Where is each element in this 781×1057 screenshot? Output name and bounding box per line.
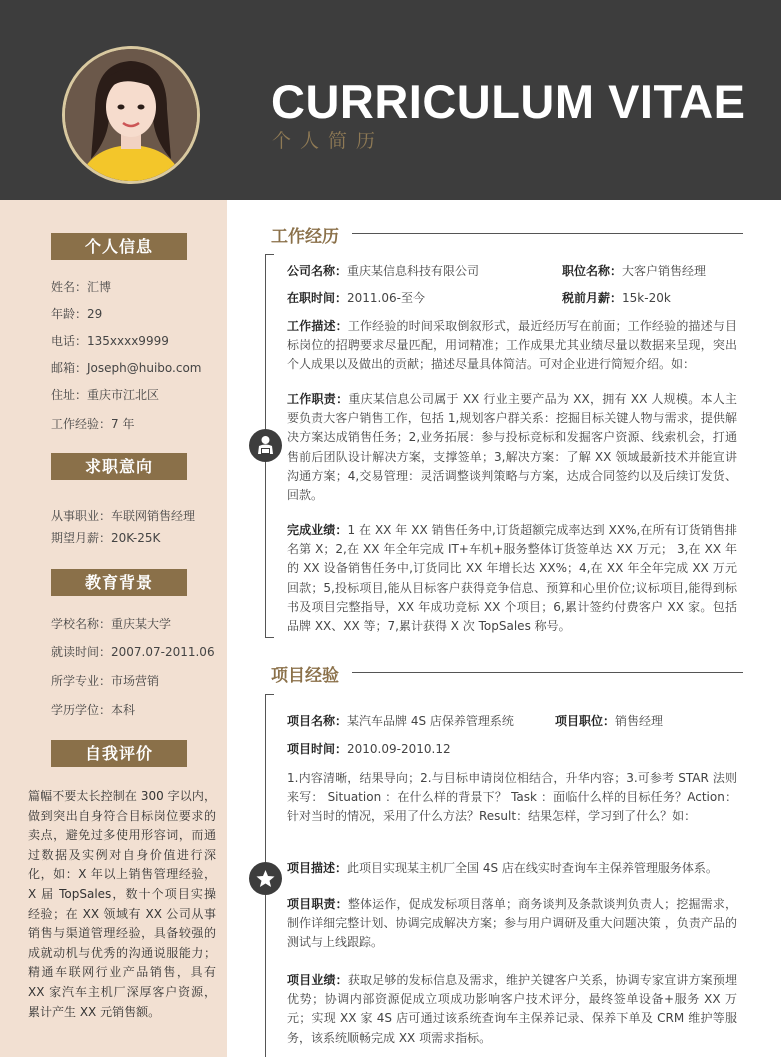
personal-email: 邮箱：Joseph@huibo.com bbox=[51, 361, 202, 375]
project-intro: 1.内容清晰，结果导向；2.与目标申请岗位相结合，升华内容；3.可参考 STAR 法则来写： Situation ：在什么样的背景下？ Task ：面临什么样的目标任务？Action：针对当时的情况，采用了什么方法？Result：结果怎样，学习到了什么？如： bbox=[287, 771, 737, 824]
work-timeline-tick-bottom bbox=[265, 637, 274, 638]
personal-name: 姓名：汇博 bbox=[51, 280, 112, 294]
section-divider-project bbox=[352, 672, 743, 673]
section-heading-self-eval: 自我评价 bbox=[51, 740, 187, 767]
project-time: 项目时间：2010.09-2010.12 bbox=[287, 742, 451, 756]
project-name: 项目名称：某汽车品牌 4S 店保养管理系统 bbox=[287, 714, 514, 728]
personal-phone: 电话：135xxxx9999 bbox=[51, 334, 169, 348]
project-timeline-tick-top bbox=[265, 694, 274, 695]
project-duties: 项目职责：整体运作，促成发标项目落单；商务谈判及条款谈判负责人；挖掘需求，制作详细完整计划、协调完成解决方案；参与用户调研及重大问题决策 ，负责产品的测试与上线跟踪。 bbox=[287, 897, 737, 950]
project-description: 项目描述：此项目实现某主机厂全国 4S 店在线实时查询车主保养管理服务体系。 bbox=[287, 861, 718, 875]
personal-address: 住址：重庆市江北区 bbox=[51, 388, 160, 402]
resume-header bbox=[0, 0, 781, 200]
avatar-illustration bbox=[65, 49, 197, 181]
star-icon bbox=[249, 862, 282, 895]
personal-experience: 工作经验：7 年 bbox=[51, 417, 135, 431]
section-title-work: 工作经历 bbox=[271, 227, 339, 247]
work-performance: 完成业绩：1 在 XX 年 XX 销售任务中,订货超额完成率达到 XX%,在所有订货销售排名第 X；2,在 XX 年全年完成 IT+车机+服务整体订货签单达 XX 万元； 3,在 XX 年的 XX 设备销售任务中,订货同比 XX 年增长达 XX%；4,在 XX 年全年完成 XX 万元回款；5,投标项目,能从目标客户获得竞争信息、预算和心里价位;议标项目,能得到标书及项目完整指导，XX 年成功竞标 XX 个项目；6,累计签约付费客户 XX 家。包括品牌 XX、XX 等；7,累计获得 X 次 TopSales 称号。 bbox=[287, 523, 737, 634]
work-duties: 工作职责：重庆某信息公司属于 XX 行业主要产品为 XX，拥有 XX 人规模。本人主要负责大客户销售工作，包括 1,规划客户群关系：挖掘目标关键人物与需求，提供解决方案达成销售任务；2,业务拓展：参与投标竞标和发掘客户资源、线索机会，打通售前后团队设计解决方案，支撑签单；3,解决方案：了解 XX 领域最新技术并能宣讲沟通方案；4,交易管理：灵活调整谈判策略与方案，达成合同签约以及后续订发货、回款。 bbox=[287, 392, 737, 503]
briefcase-person-icon bbox=[249, 429, 282, 462]
work-salary: 税前月薪：15k-20k bbox=[562, 291, 671, 305]
edu-school: 学校名称：重庆某大学 bbox=[51, 617, 172, 631]
work-position: 职位名称：大客户销售经理 bbox=[562, 264, 707, 278]
personal-age: 年龄：29 bbox=[51, 307, 103, 321]
avatar-photo bbox=[62, 46, 200, 184]
self-eval-text: 篇幅不要太长控制在 300 字以内，做到突出自身符合目标岗位要求的卖点，避免过多使用形容词，而通过数据及实例对自身价值进行深化，如：X 年以上销售管理经验，X 届 TopSales，数十个项目实操经验；在 XX 领域有 XX 公司从事销售与渠道管理经验，具备较强的成就动机与优秀的沟通说服能力；精通车联网行业产品销售，具有 XX 家汽车主机厂深厚客户资源，累计产生 XX 元销售额。 bbox=[28, 789, 216, 1019]
work-company: 公司名称：重庆某信息科技有限公司 bbox=[287, 264, 480, 278]
section-heading-personal: 个人信息 bbox=[51, 233, 187, 260]
intent-occupation: 从事职业：车联网销售经理 bbox=[51, 509, 196, 523]
title-chinese: 个人简历 bbox=[272, 130, 385, 152]
edu-period: 就读时间：2007.07-2011.06 bbox=[51, 645, 215, 659]
work-timeline-tick-top bbox=[265, 254, 274, 255]
project-performance: 项目业绩：获取足够的发标信息及需求，维护关键客户关系，协调专家宣讲方案预埋优势；协调内部资源促成立项成功影响客户技术评分，最终签单设备+服务 XX 万元；实现 XX 家 4S 店可通过该系统查询车主保养记录、保养下单及 CRM 维护等服务，该系统顺畅完成 XX 项需求指标。 bbox=[287, 973, 737, 1045]
project-role: 项目职位：销售经理 bbox=[555, 714, 664, 728]
section-heading-education: 教育背景 bbox=[51, 569, 187, 596]
edu-major: 所学专业：市场营销 bbox=[51, 674, 160, 688]
section-heading-job-intent: 求职意向 bbox=[51, 453, 187, 480]
work-time: 在职时间：2011.06-至今 bbox=[287, 291, 425, 305]
intent-salary: 期望月薪：20K-25K bbox=[51, 531, 161, 545]
section-divider-work bbox=[352, 233, 743, 234]
work-description: 工作描述：工作经验的时间采取倒叙形式，最近经历写在前面；工作经验的描述与目标岗位的招聘要求尽量匹配，用词精准；工作成果尤其业绩尽量以数据来呈现，突出个人成果以及做出的贡献；描述尽量具体简洁。可对企业进行简短介绍。如： bbox=[287, 319, 737, 372]
section-title-project: 项目经验 bbox=[271, 666, 339, 686]
edu-degree: 学历学位：本科 bbox=[51, 703, 136, 717]
title-english: CURRICULUM VITAE bbox=[271, 75, 746, 128]
